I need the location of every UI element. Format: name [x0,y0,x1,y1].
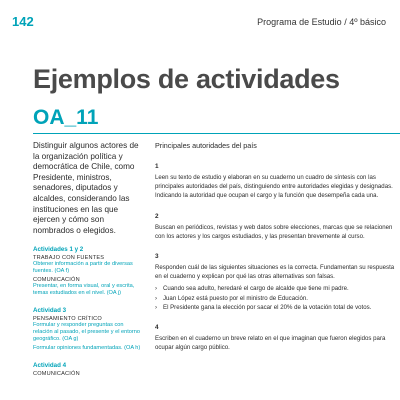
bullet-marker: › [155,285,158,293]
objective-code: OA_11 [33,106,99,129]
page-number: 142 [12,14,34,29]
left-column [33,141,141,377]
main-column [155,141,395,364]
activity-text: Leen su texto de estudio y elaboran en su cuaderno un cuadro de síntesis con las principales autoridades del país, distinguiendo entre autoridades elegidas y designadas. Indicando la autoridad que ocupan el cargo y la función que desempeña cada una. [155,174,393,200]
objective-text: Distinguir algunos actores de la organización política y democrática de Chile, como Presidente, ministros, senadores, diputados y alcaldes, considerando las instituciones en las que ejercen y cómo son nombrados o elegidos. [33,141,139,235]
skill-name: PENSAMIENTO CRÍTICO [33,316,102,323]
list-item [155,284,395,293]
list-item-text: Cuando sea adulto, heredaré el cargo de alcalde que tiene mi padre. [163,285,349,293]
activity-label: Actividad 4 [33,362,67,370]
activity-text: Escriben en el cuaderno un breve relato en el que imaginan que fueron elegidos para ocupar algún cargo público. [155,335,386,352]
running-title: Programa de Estudio / 4º básico [257,17,386,27]
situation-list [155,284,395,312]
activity-text: Responden cuál de las siguientes situaciones es la correcta. Fundamentan su respuesta en el cuaderno y explican por qué las otras alternativas son falsas. [155,264,395,281]
list-item-text: Juan López está puesto por el ministro de Educación. [163,294,308,302]
skill-description: Formular opiniones fundamentadas. (OA h) [33,345,141,352]
list-item [155,303,395,312]
list-item-text: El Presidente gana la elección por sacar el 20% de la votación total de votos. [163,303,372,311]
activity-number: 2 [155,212,159,220]
divider [33,133,400,134]
activity-block [33,362,141,377]
activity-text: Buscan en periódicos, revistas y web datos sobre elecciones, marcas que se relacionen con los actores y los cargos estudiados, y las presentan brevemente al curso. [155,223,393,240]
section-heading: Principales autoridades del país [155,141,257,150]
activity-number: 4 [155,324,159,332]
activity-number: 3 [155,253,159,261]
activity-number: 1 [155,163,159,170]
bullet-marker: › [155,294,158,302]
activity-block [33,246,141,297]
activity-label: Actividades 1 y 2 [33,246,84,254]
skill-name: TRABAJO CON FUENTES [33,255,105,262]
skill-description: Formular y responder preguntas con relación al pasado, el presente y el entorno geográfico. (OA g) [33,322,140,343]
skill-name: COMUNICACIÓN [33,371,80,378]
skill-description: Obtener información a partir de diversas fuentes. (OA f) [33,261,133,275]
activity-block [33,307,141,352]
list-item [155,294,395,303]
bullet-marker: › [155,303,158,311]
skill-description: Presentar, en forma visual, oral y escrita, temas estudiados en el nivel. (OA j) [33,283,135,297]
skill-name: COMUNICACIÓN [33,277,80,284]
activity-label: Actividad 3 [33,307,67,315]
page-header [0,0,400,44]
page-title: Ejemplos de actividades [33,64,340,94]
